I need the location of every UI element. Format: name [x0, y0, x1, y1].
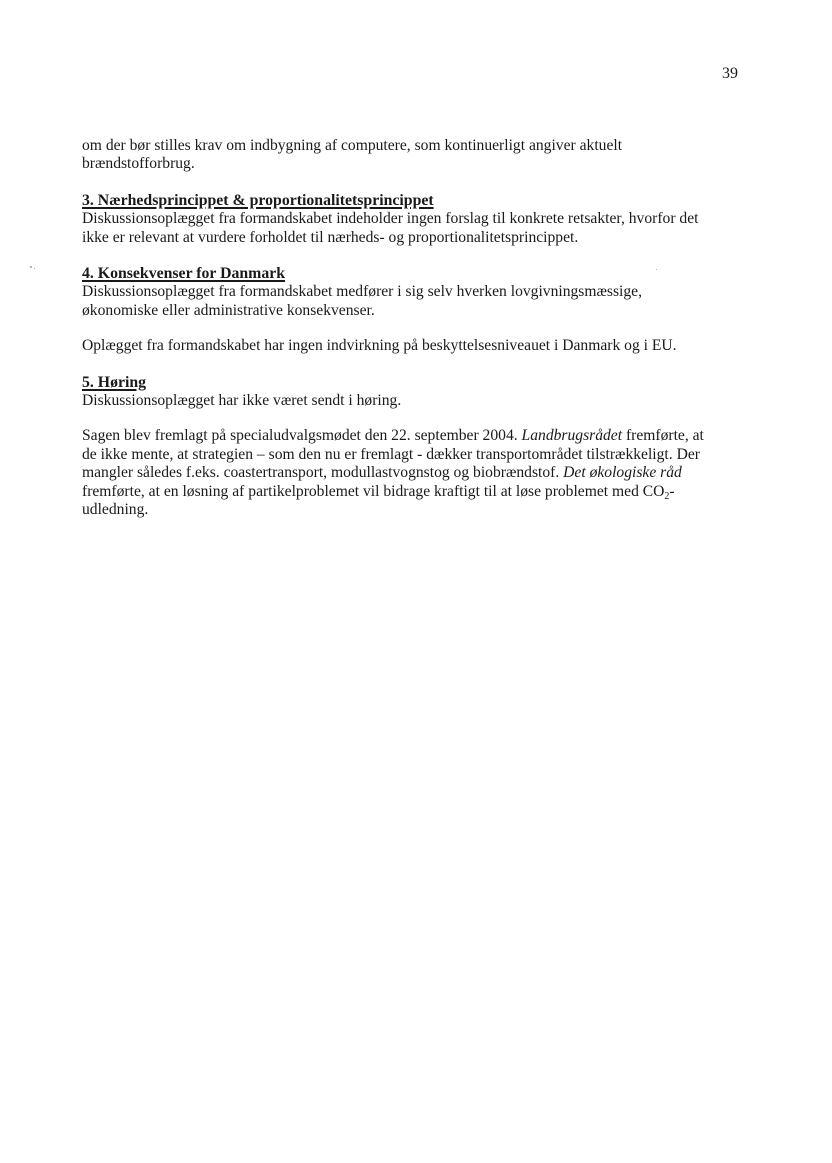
section-heading: 3. Nærhedsprincippet & proportionalitetsprincippet — [82, 191, 434, 209]
paragraph-line: udledning. — [82, 501, 149, 519]
paragraph-line — [82, 464, 754, 482]
section-paragraph — [82, 283, 754, 320]
section-paragraph — [82, 392, 754, 410]
paragraph-line — [82, 483, 754, 501]
scan-speck — [30, 266, 32, 268]
paragraph-line: de ikke mente, at strategien – som den nu er fremlagt - dækker transportområdet tilstrækkeligt. Der — [82, 445, 700, 463]
section-paragraph — [82, 427, 754, 519]
section-consequences — [82, 265, 754, 356]
subscript: 2 — [664, 490, 670, 502]
section-subsidiarity — [82, 192, 754, 247]
text-run: mangler således f.eks. coastertransport, modullastvognstog og biobrændstof. — [82, 464, 564, 482]
text-run: Sagen blev fremlagt på specialudvalgsmødet den 22. september 2004. — [82, 427, 522, 445]
section-paragraph — [82, 210, 754, 247]
intro-line: om der bør stilles krav om indbygning af computere, som kontinuerligt angiver aktuelt — [82, 137, 623, 154]
intro-paragraph — [82, 137, 754, 174]
intro-line: brændstofforbrug. — [82, 155, 195, 173]
section-consultation — [82, 374, 754, 520]
paragraph-line: ikke er relevant at vurdere forholdet til nærheds- og proportionalitetsprincippet. — [82, 228, 579, 246]
paragraph-line: økonomiske eller administrative konsekvenser. — [82, 301, 375, 319]
text-run: fremførte, at — [622, 427, 704, 445]
paragraph-line: Diskussionsoplægget fra formandskabet indeholder ingen forslag til konkrete retsakter, hvorfor det — [82, 210, 699, 228]
section-paragraph — [82, 337, 754, 355]
text-run: fremførte, at en løsning af partikelproblemet vil bidrage kraftigt til at løse problemet med CO — [82, 482, 665, 500]
text-run: - — [669, 482, 675, 500]
paragraph-line: Diskussionsoplægget fra formandskabet medfører i sig selv hverken lovgivningsmæssige, — [82, 283, 642, 301]
paragraph-line: Diskussionsoplægget har ikke været sendt i høring. — [82, 392, 402, 410]
section-heading: 5. Høring — [82, 373, 147, 391]
paragraph-line — [82, 427, 754, 445]
section-heading: 4. Konsekvenser for Danmark — [82, 265, 286, 283]
document-body — [82, 137, 754, 520]
scan-speck — [656, 269, 657, 270]
organization-name: Det økologiske råd — [563, 464, 682, 482]
organization-name: Landbrugsrådet — [521, 427, 623, 445]
paragraph-line: Oplægget fra formandskabet har ingen indvirkning på beskyttelsesniveauet i Danmark og i EU. — [82, 337, 677, 355]
page-number: 39 — [722, 65, 738, 82]
scan-speck — [34, 268, 35, 269]
